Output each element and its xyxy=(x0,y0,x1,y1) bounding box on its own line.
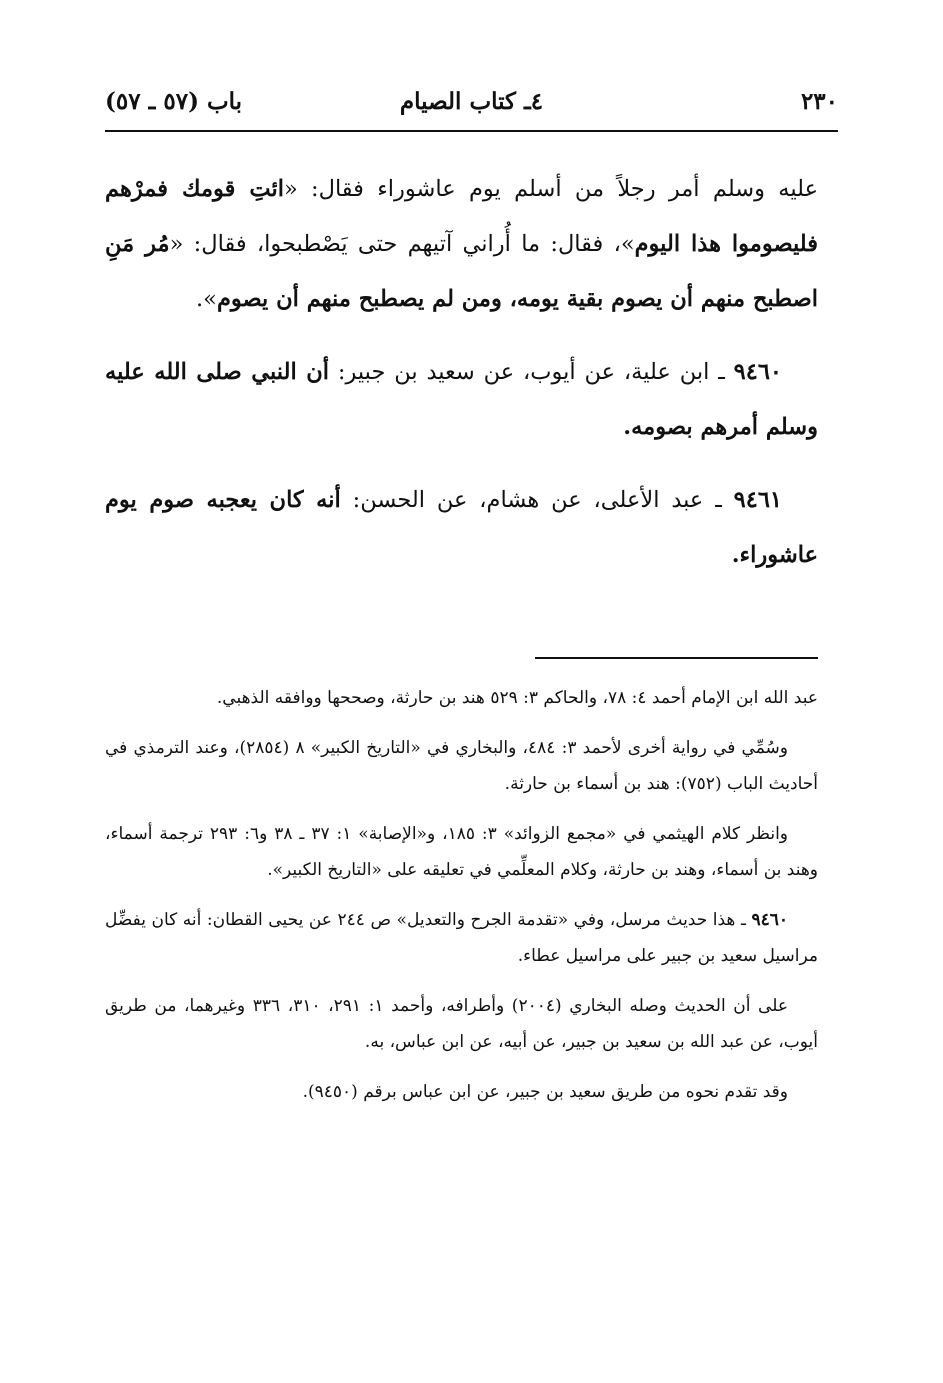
footnote-9460 xyxy=(105,902,818,974)
footnote-paragraph: وقد تقدم نحوه من طريق سعيد بن جبير، عن ابن عباس برقم (٩٤٥٠). xyxy=(302,1082,788,1102)
paragraph-continuation xyxy=(105,162,818,327)
footnote-paragraph: عبد الله ابن الإمام أحمد ٤: ٧٨، والحاكم ٣: ٥٢٩ هند بن حارثة، وصححها ووافقه الذهبي. xyxy=(216,688,818,708)
section-title: باب (٥٧ ـ ٥٧) xyxy=(105,88,243,115)
main-text xyxy=(105,162,818,601)
footnotes xyxy=(105,680,818,1124)
text-run: عليه وسلم أمر رجلاً من أسلم يوم عاشوراء فقال: « xyxy=(283,176,819,202)
text-run: »، فقال: ما أُراني آتيهم حتى يَصْطبحوا، فقال: « xyxy=(169,231,635,257)
footnote-text: ـ هذا حديث مرسل، وفي «تقدمة الجرح والتعديل» ص ٢٤٤ عن يحيى القطان: أنه كان يفضِّل مراسيل سعيد بن جبير على مراسيل عطاء. xyxy=(105,910,818,966)
chapter-title: ٤ـ كتاب الصيام xyxy=(399,88,544,115)
footnote-number: ٩٤٦٠ xyxy=(751,910,788,930)
matn-text: أنه كان يعجبه صوم يوم عاشوراء. xyxy=(105,487,818,568)
page-number: ٢٣٠ xyxy=(800,88,838,115)
hadith-number: ٩٤٦٠ xyxy=(733,359,782,385)
matn-text: أن النبي صلى الله عليه وسلم أمرهم بصومه. xyxy=(105,359,818,440)
footnote-paragraph: وسُمِّي في رواية أخرى لأحمد ٣: ٤٨٤، والبخاري في «التاريخ الكبير» ٨ (٢٨٥٤)، وعند الترمذي في أحاديث الباب (٧٥٢): هند بن أسماء بن حارثة. xyxy=(105,738,818,794)
hadith-9461 xyxy=(105,473,818,583)
text-run: ». xyxy=(196,286,217,312)
quote-text: مُر مَنِ اصطبح منهم أن يصوم بقية يومه، ومن لم يصطبح منهم أن يصوم xyxy=(105,231,818,312)
hadith-number: ٩٤٦١ xyxy=(733,487,782,513)
footnote-separator xyxy=(535,657,818,659)
quote-text: ائتِ قومك فمرْهم فليصوموا هذا اليوم xyxy=(105,176,818,257)
footnote-paragraph: وانظر كلام الهيثمي في «مجمع الزوائد» ٣: ١٨٥، و«الإصابة» ١: ٣٧ ـ ٣٨ و٦: ٢٩٣ ترجمة أسماء، وهند بن أسماء، وهند بن حارثة، وكلام المعلِّمي في تعليقه على «التاريخ الكبير». xyxy=(105,824,818,880)
hadith-9460 xyxy=(105,345,818,455)
footnote-paragraph: على أن الحديث وصله البخاري (٢٠٠٤) وأطرافه، وأحمد ١: ٢٩١، ٣١٠، ٣٣٦ وغيرهما، من طريق أيوب، عن عبد الله بن سعيد بن جبير، عن أبيه، عن ابن عباس، به. xyxy=(105,996,818,1052)
isnad-text: ـ ابن علية، عن أيوب، عن سعيد بن جبير: xyxy=(329,359,734,385)
isnad-text: ـ عبد الأعلى، عن هشام، عن الحسن: xyxy=(340,487,734,513)
page-header xyxy=(105,84,838,132)
